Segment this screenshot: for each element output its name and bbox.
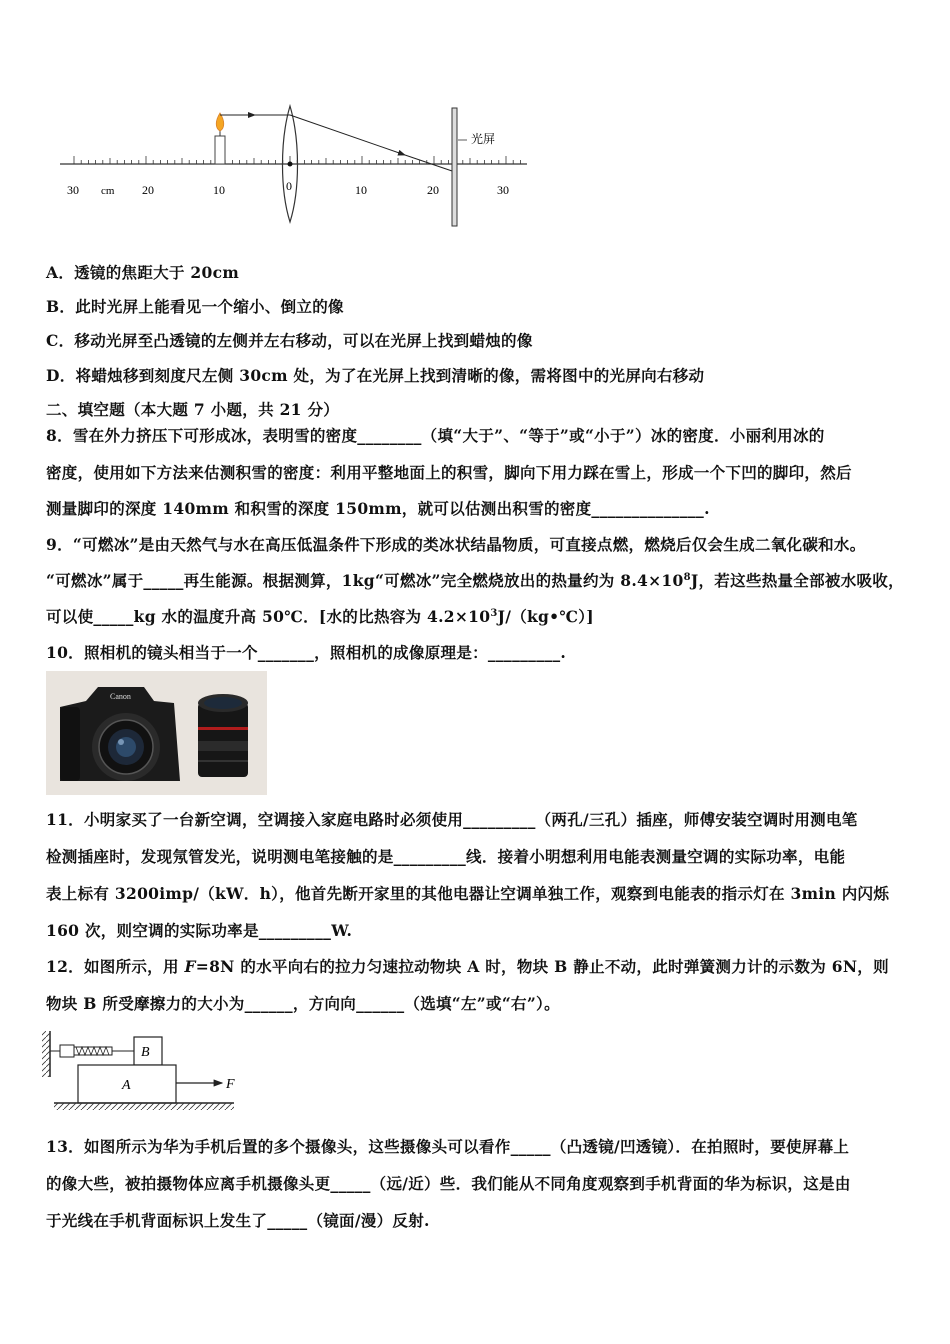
option-b: B．此时光屏上能看见一个缩小、倒立的像 [46,297,344,316]
block-b-label: B [141,1045,150,1060]
question-11-line-3: 表上标有 3200imp/（kW．h），他首先断开家里的其他电器让空调单独工作，观察到电能表的指示灯在 3min 内闪烁 [46,884,890,903]
lens-experiment-figure [55,100,535,230]
tick-label: 20 [142,183,154,197]
tick-label: 0 [286,179,292,193]
question-9-line-3: 可以使_____kg 水的温度升高 50℃．[水的比热容为 $4.2\times 10^3J/(kg•℃)$] [46,607,594,626]
force-label: F [226,1077,235,1092]
tick-label: cm [101,185,115,197]
screen-label: 光屏 [471,132,496,146]
question-10: 10．照相机的镜头相当于一个_______，照相机的成像原理是：_________. [46,643,567,662]
option-a: A．透镜的焦距大于 20cm [46,263,240,282]
tick-label: 30 [67,183,79,197]
question-12-line-1: 12．如图所示，用 F=8N 的水平向右的拉力匀速拉动物块 A 时，物块 B 静止不动，此时弹簧测力计的示数为 6N，则 [46,957,889,976]
question-8-line-1: 8．雪在外力挤压下可形成冰，表明雪的密度________（填“大于”、“等于”或“小于”）冰的密度．小丽利用冰的 [46,426,825,445]
question-11-line-2: 检测插座时，发现氖管发光，说明测电笔接触的是_________线．接着小明想利用电能表测量空调的实际功率，电能 [46,847,846,866]
question-12-line-2: 物块 B 所受摩擦力的大小为______，方向向______（选填“左”或“右”）。 [46,994,560,1013]
option-d: D．将蜡烛移到刻度尺左侧 30cm 处，为了在光屏上找到清晰的像，需将图中的光屏向右移动 [46,366,705,385]
question-9-line-2: “可燃冰”属于_____再生能源。根据测算，1kg“可燃冰”完全燃烧放出的热量约为 $8.4\times 10^8J$，若这些热量全部被水吸收， [46,571,904,590]
tick-label: 10 [355,183,367,197]
camera-brand-label: Canon [110,692,131,701]
camera-photo [46,671,267,795]
option-c: C．移动光屏至凸透镜的左侧并左右移动，可以在光屏上找到蜡烛的像 [46,331,533,350]
question-11-line-4: 160 次，则空调的实际功率是_________W. [46,921,353,940]
question-13-line-1: 13．如图所示为华为手机后置的多个摄像头，这些摄像头可以看作_____（凸透镜/凹透镜）．在拍照时，要使屏幕上 [46,1137,850,1156]
light-screen [452,108,457,226]
lens-center-point [288,162,293,167]
question-13-line-3: 于光线在手机背面标识上发生了_____（镜面/漫）反射. [46,1211,430,1230]
spring-scale-icon [50,1045,134,1057]
question-8-line-3: 测量脚印的深度 140mm 和积雪的深度 150mm，就可以估测出积雪的密度______________. [46,499,710,518]
question-13-line-2: 的像大些，被拍摄物体应离手机摄像头更_____（远/近）些．我们能从不同角度观察到手机背面的华为标识，这是由 [46,1174,851,1193]
tick-label: 10 [213,183,225,197]
tick-label: 20 [427,183,439,197]
tick-label: 30 [497,183,509,197]
question-9-line-1: 9．“可燃冰”是由天然气与水在高压低温条件下形成的类冰状结晶物质，可直接点燃，燃烧后仅会生成二氧化碳和水。 [46,535,866,554]
refracted-ray-1 [290,115,405,155]
question-11-line-1: 11．小明家买了一台新空调，空调接入家庭电路时必须使用_________（两孔/三孔）插座，师傅安装空调时用测电笔 [46,810,858,829]
camera-lens-icon [198,694,248,777]
block-a-label: A [122,1078,131,1093]
section-title: 二、填空题（本大题 7 小题，共 21 分） [46,400,340,419]
candle [215,113,225,164]
friction-figure [40,1025,250,1115]
question-8-line-2: 密度，使用如下方法来估测积雪的密度：利用平整地面上的积雪，脚向下用力踩在雪上，形成一个下凹的脚印，然后 [46,463,852,482]
